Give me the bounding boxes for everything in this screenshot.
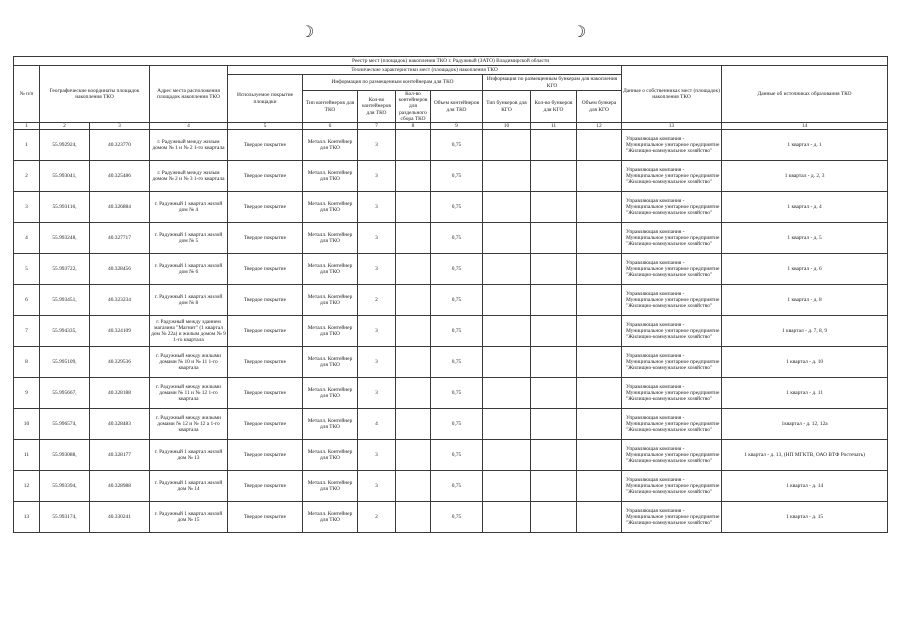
sources-cell: 1 квартал - д. 8 (722, 285, 888, 316)
table-row (14, 223, 888, 254)
header-owner: Данные о собственниках мест (площадок) накопления ТКО (622, 66, 722, 123)
bunker-volume-cell (577, 378, 622, 409)
bunker-volume-cell (577, 316, 622, 347)
surface-cell: Твердое покрытие (228, 502, 303, 533)
container-type-cell: Металл. Контейнер для ТКО (303, 378, 358, 409)
column-number: 7 (358, 123, 396, 130)
bunker-volume-cell (577, 192, 622, 223)
sources-cell: 1 квартал - д. 1 (722, 130, 888, 161)
container-type-cell: Металл. Контейнер для ТКО (303, 223, 358, 254)
container-volume-cell: 0,75 (431, 285, 483, 316)
latitude-cell: 55.995109, (40, 347, 90, 378)
bunker-count-cell (531, 285, 577, 316)
column-number: 5 (228, 123, 303, 130)
table-row (14, 130, 888, 161)
surface-cell: Твердое покрытие (228, 192, 303, 223)
bunker-type-cell (483, 440, 531, 471)
container-type-cell: Металл. Контейнер для ТКО (303, 161, 358, 192)
container-type-cell: Металл. Контейнер для ТКО (303, 254, 358, 285)
bunker-count-cell (531, 502, 577, 533)
row-number: 7 (14, 316, 40, 347)
container-count-cell: 3 (358, 223, 396, 254)
surface-cell: Твердое покрытие (228, 316, 303, 347)
table-row (14, 409, 888, 440)
container-count-cell: 3 (358, 440, 396, 471)
table-title: Реестр мест (площадок) накопления ТКО г. Радужный (ЗАТО) Владимирской области (14, 57, 888, 66)
bunker-volume-cell (577, 285, 622, 316)
table-row (14, 161, 888, 192)
container-volume-cell: 0,75 (431, 378, 483, 409)
surface-cell: Твердое покрытие (228, 130, 303, 161)
owner-cell: Управляющая компания - Муниципальное унитарное предприятие "Жилищно-коммунальное хозяйство" (622, 440, 722, 471)
longitude-cell: 40.328456 (90, 254, 150, 285)
bunker-type-cell (483, 471, 531, 502)
sources-cell: 1 квартал - д. 14 (722, 471, 888, 502)
bunker-type-cell (483, 316, 531, 347)
surface-cell: Твердое покрытие (228, 161, 303, 192)
table-row (14, 440, 888, 471)
owner-cell: Управляющая компания - Муниципальное унитарное предприятие "Жилищно-коммунальное хозяйство" (622, 130, 722, 161)
container-volume-cell: 0,75 (431, 130, 483, 161)
bunker-count-cell (531, 192, 577, 223)
surface-cell: Твердое покрытие (228, 440, 303, 471)
column-number: 2 (40, 123, 90, 130)
container-count-cell: 3 (358, 378, 396, 409)
container-separate-cell (396, 285, 431, 316)
owner-cell: Управляющая компания - Муниципальное унитарное предприятие "Жилищно-коммунальное хозяйство" (622, 409, 722, 440)
header-bunker-type: Тип бункеров для КГО (483, 91, 531, 123)
header-container-count: Кол-во контейнеров для ТКО (358, 91, 396, 123)
address-cell: г. Радужный 1 квартал жилой дом № 8 (150, 285, 228, 316)
bunker-type-cell (483, 161, 531, 192)
header-bunkers-group: Информация по размещенным бункерам для накопления КГО (483, 75, 622, 91)
column-number-row (14, 123, 888, 130)
container-count-cell: 3 (358, 254, 396, 285)
bunker-count-cell (531, 254, 577, 285)
header-num: № п/п (14, 66, 40, 123)
surface-cell: Твердое покрытие (228, 223, 303, 254)
bunker-volume-cell (577, 254, 622, 285)
sources-cell: 1 квартал - д. 4 (722, 192, 888, 223)
latitude-cell: 55.993088, (40, 440, 90, 471)
sources-cell: 1 квартал - д. 5 (722, 223, 888, 254)
header-containers-group: Информация по размещенным контейнерам для ТКО (303, 75, 483, 91)
container-volume-cell: 0,75 (431, 502, 483, 533)
header-tech-group: Технические характеристики мест (площадок) накопления ТКО (228, 66, 622, 75)
bunker-volume-cell (577, 130, 622, 161)
container-type-cell: Металл. Контейнер для ТКО (303, 347, 358, 378)
container-volume-cell: 0,75 (431, 192, 483, 223)
owner-cell: Управляющая компания - Муниципальное унитарное предприятие "Жилищно-коммунальное хозяйство" (622, 316, 722, 347)
surface-cell: Твердое покрытие (228, 285, 303, 316)
owner-cell: Управляющая компания - Муниципальное унитарное предприятие "Жилищно-коммунальное хозяйство" (622, 347, 722, 378)
bunker-type-cell (483, 223, 531, 254)
bunker-count-cell (531, 316, 577, 347)
sources-cell: 1 квартал - д. 2, 3 (722, 161, 888, 192)
container-separate-cell (396, 347, 431, 378)
bunker-volume-cell (577, 347, 622, 378)
owner-cell: Управляющая компания - Муниципальное унитарное предприятие "Жилищно-коммунальное хозяйство" (622, 254, 722, 285)
address-cell: г. Радужный между жилыми домами № 11 и № 12 1-го квартала (150, 378, 228, 409)
longitude-cell: 40.328483 (90, 409, 150, 440)
container-count-cell: 3 (358, 316, 396, 347)
row-number: 8 (14, 347, 40, 378)
container-separate-cell (396, 378, 431, 409)
address-cell: г. Радужный между жилыми домами № 12 и № 12 а 1-го квартала (150, 409, 228, 440)
header-sources: Данные об источниках образования ТКО (722, 66, 888, 123)
container-separate-cell (396, 316, 431, 347)
header-container-type: Тип контейнеров для ТКО (303, 91, 358, 123)
longitude-cell: 40.327717 (90, 223, 150, 254)
header-surface: Используемое покрытие площадки (228, 75, 303, 123)
latitude-cell: 55.995667, (40, 378, 90, 409)
bunker-volume-cell (577, 223, 622, 254)
address-cell: г. Радужный между жилым домом № 1 и № 2 1-го квартала (150, 130, 228, 161)
row-number: 2 (14, 161, 40, 192)
table-row (14, 254, 888, 285)
bunker-volume-cell (577, 471, 622, 502)
owner-cell: Управляющая компания - Муниципальное унитарное предприятие "Жилищно-коммунальное хозяйство" (622, 502, 722, 533)
sources-cell: 1 квартал - д. 7, 8, 9 (722, 316, 888, 347)
bunker-type-cell (483, 347, 531, 378)
row-number: 3 (14, 192, 40, 223)
bunker-volume-cell (577, 502, 622, 533)
column-number: 13 (622, 123, 722, 130)
longitude-cell: 40.329536 (90, 347, 150, 378)
container-count-cell: 3 (358, 161, 396, 192)
column-number: 10 (483, 123, 531, 130)
bunker-type-cell (483, 409, 531, 440)
bunker-count-cell (531, 223, 577, 254)
container-volume-cell: 0,75 (431, 316, 483, 347)
container-volume-cell: 0,75 (431, 440, 483, 471)
bunker-count-cell (531, 130, 577, 161)
owner-cell: Управляющая компания - Муниципальное унитарное предприятие "Жилищно-коммунальное хозяйство" (622, 378, 722, 409)
bunker-type-cell (483, 192, 531, 223)
header-bunker-count: Кол-во бункеров для КГО (531, 91, 577, 123)
row-number: 10 (14, 409, 40, 440)
sources-cell: 1 квартал - д. 6 (722, 254, 888, 285)
container-count-cell: 3 (358, 347, 396, 378)
header-geo: Географические координаты площадок накопления ТКО (40, 66, 150, 123)
sources-cell: 1 квартал - д. 11 (722, 378, 888, 409)
longitude-cell: 40.328188 (90, 378, 150, 409)
page-mark-left: ☽ (300, 24, 315, 41)
container-count-cell: 3 (358, 130, 396, 161)
longitude-cell: 40.328988 (90, 471, 150, 502)
address-cell: г. Радужный 1 квартал жилой дом № 13 (150, 440, 228, 471)
owner-cell: Управляющая компания - Муниципальное унитарное предприятие "Жилищно-коммунальное хозяйство" (622, 285, 722, 316)
table-row (14, 192, 888, 223)
column-number: 12 (577, 123, 622, 130)
row-number: 12 (14, 471, 40, 502)
container-separate-cell (396, 254, 431, 285)
table-row (14, 471, 888, 502)
container-volume-cell: 0,75 (431, 471, 483, 502)
owner-cell: Управляющая компания - Муниципальное унитарное предприятие "Жилищно-коммунальное хозяйство" (622, 471, 722, 502)
longitude-cell: 40.328177 (90, 440, 150, 471)
surface-cell: Твердое покрытие (228, 347, 303, 378)
row-number: 9 (14, 378, 40, 409)
address-cell: г. Радужный 1 квартал жилой дом № 14 (150, 471, 228, 502)
container-count-cell: 4 (358, 409, 396, 440)
container-type-cell: Металл. Контейнер для ТКО (303, 285, 358, 316)
column-number: 9 (431, 123, 483, 130)
container-type-cell: Металл. Контейнер для ТКО (303, 316, 358, 347)
row-number: 5 (14, 254, 40, 285)
address-cell: г. Радужный 1 квартал жилой дом № 5 (150, 223, 228, 254)
bunker-type-cell (483, 130, 531, 161)
row-number: 11 (14, 440, 40, 471)
row-number: 1 (14, 130, 40, 161)
row-number: 6 (14, 285, 40, 316)
container-volume-cell: 0,75 (431, 161, 483, 192)
longitude-cell: 40.323770 (90, 130, 150, 161)
container-type-cell: Металл. Контейнер для ТКО (303, 409, 358, 440)
container-separate-cell (396, 502, 431, 533)
bunker-type-cell (483, 254, 531, 285)
sources-cell: 1 квартал - д. 15 (722, 502, 888, 533)
container-separate-cell (396, 440, 431, 471)
container-type-cell: Металл. Контейнер для ТКО (303, 502, 358, 533)
column-number: 3 (90, 123, 150, 130)
container-separate-cell (396, 471, 431, 502)
address-cell: г. Радужный 1 квартал жилой дом № 6 (150, 254, 228, 285)
owner-cell: Управляющая компания - Муниципальное унитарное предприятие "Жилищно-коммунальное хозяйство" (622, 223, 722, 254)
address-cell: г. Радужный 1 квартал жилой дом № 15 (150, 502, 228, 533)
address-cell: г. Радужный между жилым домом № 2 и № 3 1-го квартала (150, 161, 228, 192)
latitude-cell: 55.993394, (40, 471, 90, 502)
bunker-count-cell (531, 440, 577, 471)
longitude-cell: 40.326884 (90, 192, 150, 223)
address-cell: г. Радужный 1 квартал жилой дом № 4 (150, 192, 228, 223)
container-volume-cell: 0,75 (431, 254, 483, 285)
row-number: 4 (14, 223, 40, 254)
container-volume-cell: 0,75 (431, 223, 483, 254)
longitude-cell: 40.325486 (90, 161, 150, 192)
bunker-count-cell (531, 409, 577, 440)
container-count-cell: 2 (358, 285, 396, 316)
bunker-count-cell (531, 471, 577, 502)
table-row (14, 502, 888, 533)
latitude-cell: 55.993248, (40, 223, 90, 254)
container-separate-cell (396, 161, 431, 192)
container-separate-cell (396, 223, 431, 254)
sources-cell: 1 квартал - д. 10 (722, 347, 888, 378)
header-address: Адрес места расположения площадок накопления ТКО (150, 66, 228, 123)
container-separate-cell (396, 192, 431, 223)
bunker-type-cell (483, 378, 531, 409)
registry-table (13, 56, 888, 533)
container-volume-cell: 0,75 (431, 409, 483, 440)
column-number: 11 (531, 123, 577, 130)
container-count-cell: 3 (358, 192, 396, 223)
latitude-cell: 55.993174, (40, 502, 90, 533)
column-number: 6 (303, 123, 358, 130)
container-type-cell: Металл. Контейнер для ТКО (303, 130, 358, 161)
surface-cell: Твердое покрытие (228, 254, 303, 285)
latitude-cell: 55.993722, (40, 254, 90, 285)
bunker-count-cell (531, 347, 577, 378)
address-cell: г. Радужный между жилыми домами № 10 и № 11 1-го квартала (150, 347, 228, 378)
row-number: 13 (14, 502, 40, 533)
owner-cell: Управляющая компания - Муниципальное унитарное предприятие "Жилищно-коммунальное хозяйство" (622, 192, 722, 223)
container-count-cell: 2 (358, 502, 396, 533)
surface-cell: Твердое покрытие (228, 471, 303, 502)
bunker-volume-cell (577, 409, 622, 440)
sources-cell: 1 квартал - д. 13, (НП МГКТВ, ОАО ВТФ Ростечать) (722, 440, 888, 471)
latitude-cell: 55.993041, (40, 161, 90, 192)
bunker-count-cell (531, 161, 577, 192)
header-container-separate: Кол-во контейнеров для раздельного сбора ТКО (396, 91, 431, 123)
surface-cell: Твердое покрытие (228, 409, 303, 440)
column-number: 14 (722, 123, 888, 130)
table-row (14, 316, 888, 347)
bunker-volume-cell (577, 440, 622, 471)
bunker-volume-cell (577, 161, 622, 192)
latitude-cell: 55.993451, (40, 285, 90, 316)
address-cell: г. Радужный между зданием магазина "Магнит" (1 квартал дом № 22а) и жилым домом № 9 1-го квартала (150, 316, 228, 347)
latitude-cell: 55.994335, (40, 316, 90, 347)
table-row (14, 347, 888, 378)
bunker-type-cell (483, 285, 531, 316)
owner-cell: Управляющая компания - Муниципальное унитарное предприятие "Жилищно-коммунальное хозяйство" (622, 161, 722, 192)
column-number: 8 (396, 123, 431, 130)
container-type-cell: Металл. Контейнер для ТКО (303, 440, 358, 471)
container-separate-cell (396, 409, 431, 440)
container-type-cell: Металл. Контейнер для ТКО (303, 471, 358, 502)
longitude-cell: 40.330241 (90, 502, 150, 533)
latitude-cell: 55.996574, (40, 409, 90, 440)
container-type-cell: Металл. Контейнер для ТКО (303, 192, 358, 223)
longitude-cell: 40.323234 (90, 285, 150, 316)
container-volume-cell: 0,75 (431, 347, 483, 378)
container-count-cell: 3 (358, 471, 396, 502)
latitude-cell: 55.993116, (40, 192, 90, 223)
header-bunker-volume: Объем бункера для КГО (577, 91, 622, 123)
latitude-cell: 55.992924, (40, 130, 90, 161)
header-container-volume: Объем контейнеров для ТКО (431, 91, 483, 123)
sources-cell: 1квартал - д. 12, 12а (722, 409, 888, 440)
column-number: 1 (14, 123, 40, 130)
longitude-cell: 40.324109 (90, 316, 150, 347)
container-separate-cell (396, 130, 431, 161)
bunker-count-cell (531, 378, 577, 409)
table-row (14, 378, 888, 409)
page-mark-right: ☽ (572, 24, 587, 41)
column-number: 4 (150, 123, 228, 130)
table-row (14, 285, 888, 316)
bunker-type-cell (483, 502, 531, 533)
surface-cell: Твердое покрытие (228, 378, 303, 409)
